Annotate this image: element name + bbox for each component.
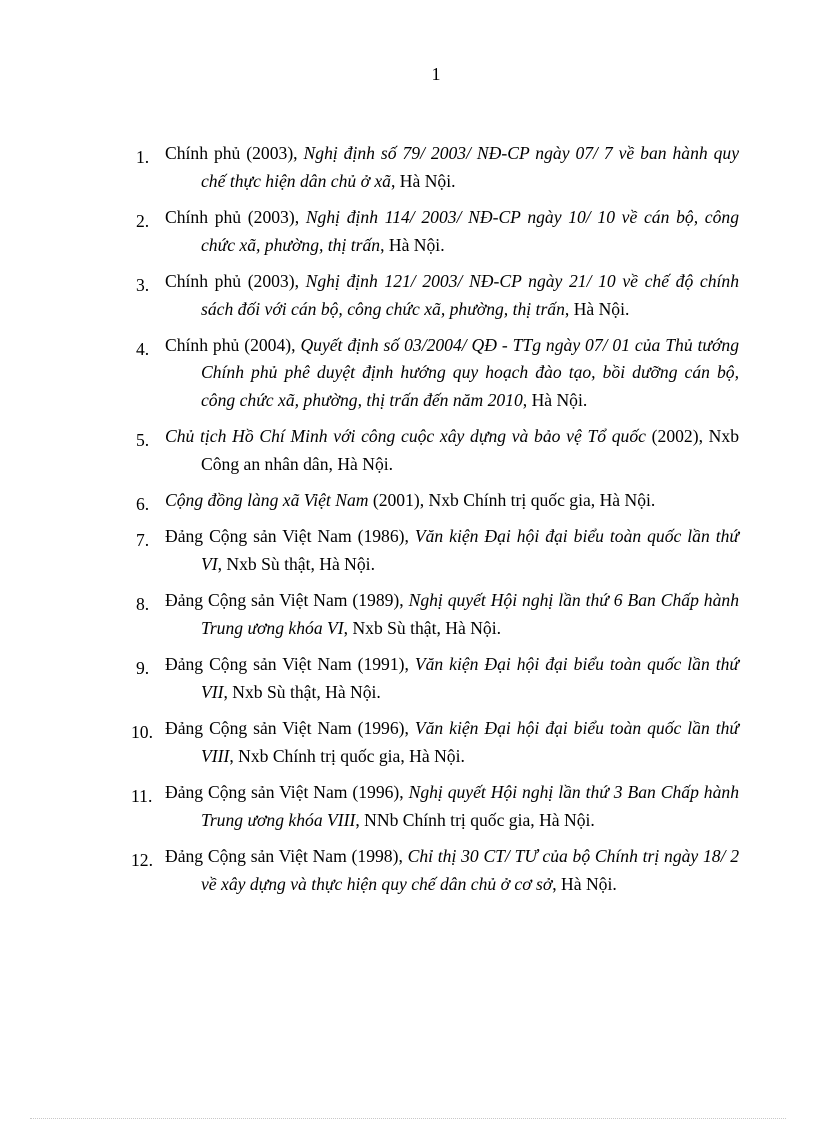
reference-text: [165, 843, 739, 899]
reference-number: 4.: [136, 338, 150, 359]
reference-number: 1.: [136, 147, 150, 167]
reference-text: [165, 332, 739, 415]
reference-author: Chính phủ (2003),: [165, 270, 306, 291]
reference-text: [165, 487, 739, 515]
reference-item: [131, 779, 739, 835]
reference-number: 11.: [131, 785, 153, 806]
reference-text: [165, 268, 739, 324]
reference-author: Đảng Cộng sản Việt Nam (1989),: [165, 590, 409, 611]
reference-publication: , Hà Nội.: [380, 234, 445, 255]
reference-item: [131, 651, 739, 707]
reference-number: 5.: [136, 430, 150, 451]
reference-author: Chính phủ (2004),: [165, 334, 301, 355]
reference-title: Quyết định số 03/2004/ QĐ - TTg ngày 07/ 01 của Thủ tướng Chính phủ phê duyệt định hướng quy hoạch đào tạo, bồi dưỡng cán bộ, công chức xã, phường, thị trấn đến năm 2010: [201, 334, 739, 411]
reference-publication: , NNb Chính trị quốc gia, Hà Nội.: [355, 809, 595, 830]
reference-author: Đảng Cộng sản Việt Nam (1986),: [165, 526, 415, 547]
reference-number: 12.: [131, 849, 153, 870]
reference-item: [131, 523, 739, 579]
reference-publication: , Nxb Sù thật, Hà Nội.: [223, 681, 381, 702]
reference-text: [165, 715, 739, 771]
reference-title: Nghị định 121/ 2003/ NĐ-CP ngày 21/ 10 về chế độ chính sách đối với cán bộ, công chức xã, phường, thị trấn: [201, 270, 740, 319]
reference-item: [131, 843, 739, 899]
reference-publication: (2001), Nxb Chính trị quốc gia, Hà Nội.: [368, 490, 656, 511]
reference-text: [165, 587, 739, 643]
reference-title: Nghị quyết Hội nghị lần thứ 6 Ban Chấp hành Trung ương khóa VI: [201, 590, 739, 639]
reference-title: Nghị định 114/ 2003/ NĐ-CP ngày 10/ 10 về cán bộ, công chức xã, phường, thị trấn: [201, 206, 739, 255]
reference-author: Đảng Cộng sản Việt Nam (1998),: [165, 845, 408, 866]
reference-title: Nghị định số 79/ 2003/ NĐ-CP ngày 07/ 7 về ban hành quy chế thực hiện dân chủ ở xã: [201, 143, 739, 191]
reference-item: [131, 204, 739, 260]
reference-item: [131, 140, 739, 196]
reference-text: [165, 651, 739, 707]
reference-publication: , Hà Nội.: [552, 873, 617, 894]
reference-item: [131, 332, 739, 415]
reference-text: [165, 204, 739, 260]
reference-text: [165, 140, 739, 196]
reference-text: [165, 523, 739, 579]
reference-item: [131, 715, 739, 771]
reference-text: [165, 423, 739, 479]
reference-item: [131, 487, 739, 515]
reference-number: 2.: [136, 210, 150, 231]
page-number: 1: [431, 64, 441, 84]
reference-author: Đảng Cộng sản Việt Nam (1996),: [165, 718, 415, 739]
reference-number: 10.: [131, 722, 153, 743]
reference-publication: , Nxb Sù thật, Hà Nội.: [217, 554, 375, 575]
reference-author: Đảng Cộng sản Việt Nam (1996),: [165, 781, 409, 802]
reference-number: 6.: [136, 494, 150, 515]
reference-author: Đảng Cộng sản Việt Nam (1991),: [165, 654, 415, 675]
reference-title: Nghị quyết Hội nghị lần thứ 3 Ban Chấp hành Trung ương khóa VIII: [201, 781, 739, 830]
reference-publication: , Nxb Chính trị quốc gia, Hà Nội.: [229, 745, 465, 766]
reference-title: Cộng đồng làng xã Việt Nam: [165, 490, 369, 511]
reference-publication: , Hà Nội.: [564, 298, 630, 319]
reference-item: [131, 587, 739, 643]
reference-title: Văn kiện Đại hội đại biểu toàn quốc lần thứ VIII: [201, 718, 740, 766]
reference-publication: , Hà Nội.: [522, 390, 588, 411]
reference-number: 9.: [136, 658, 150, 679]
reference-number: 7.: [136, 530, 150, 551]
reference-publication: , Nxb Sù thật, Hà Nội.: [343, 618, 501, 639]
reference-publication: (2002), Nxb Công an nhân dân, Hà Nội.: [201, 426, 739, 475]
reference-title: Văn kiện Đại hội đại biểu toàn quốc lần thứ VII: [201, 654, 740, 702]
reference-item: [131, 423, 739, 479]
reference-number: 3.: [136, 274, 150, 295]
reference-list: [131, 140, 739, 907]
reference-author: Chính phủ (2003),: [165, 143, 304, 163]
page-bottom-divider: [30, 1118, 786, 1119]
reference-item: [131, 268, 739, 324]
reference-title: Chủ tịch Hồ Chí Minh với công cuộc xây dựng và bảo vệ Tổ quốc: [165, 426, 646, 447]
reference-publication: , Hà Nội.: [390, 170, 456, 191]
reference-text: [165, 779, 739, 835]
reference-number: 8.: [136, 594, 150, 615]
reference-title: Chỉ thị 30 CT/ TƯ của bộ Chính trị ngày 18/ 2 về xây dựng và thực hiện quy chế dân chủ ở cơ sở: [201, 845, 739, 894]
reference-title: Văn kiện Đại hội đại biểu toàn quốc lần thứ VI: [201, 526, 740, 575]
reference-author: Chính phủ (2003),: [165, 206, 306, 227]
